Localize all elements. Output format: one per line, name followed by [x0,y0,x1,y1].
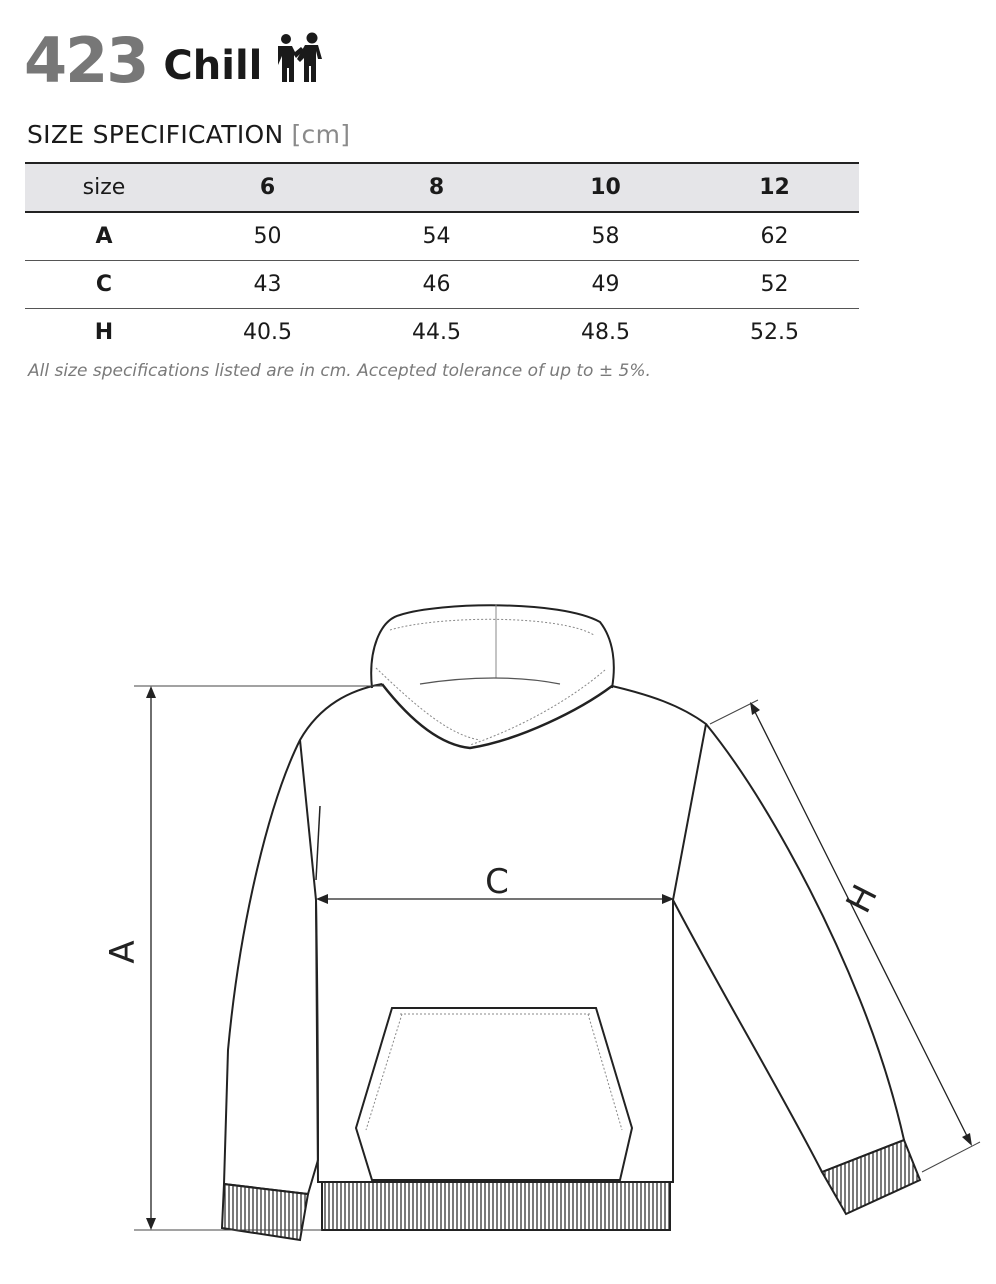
table-cell: 52.5 [750,320,799,345]
left-sleeve [224,740,318,1194]
row-label: H [94,320,114,345]
product-name: Chill [163,43,263,89]
hood-crossover [382,684,612,748]
tolerance-note: All size specifications listed are in cm. Accepted tolerance of up to ± 5%. [28,361,651,381]
spec-title-text: SIZE SPECIFICATION [27,120,284,149]
table-row [25,309,859,357]
product-header [24,22,322,97]
column-header: 12 [690,163,859,212]
dimension-h-line [752,706,970,1142]
label-a: A [103,940,143,964]
product-code: 423 [24,24,148,97]
right-cuff [822,1140,920,1214]
table-cell: 50 [183,212,352,261]
table-cell: 44.5 [412,320,461,345]
table-cell: 62 [690,212,859,261]
label-h: H [838,878,886,920]
column-header: size [25,163,183,212]
spec-unit: [cm] [291,120,351,149]
hoodie-body [300,684,706,1182]
table-row [25,261,859,309]
table-cell: 48.5 [581,320,630,345]
table-header-row [25,163,859,212]
table-cell: 49 [521,261,690,309]
table-cell: 43 [183,261,352,309]
right-sleeve [673,724,904,1172]
hem-rib [322,1182,670,1230]
kangaroo-pocket [356,1008,632,1180]
table-cell: 40.5 [243,320,292,345]
table-row [25,212,859,261]
column-header: 6 [183,163,352,212]
kids-icon [276,32,322,92]
table-cell: 54 [352,212,521,261]
row-label: A [25,212,183,261]
size-table [25,162,859,356]
hood-outline [371,605,614,688]
hoodie-diagram [100,590,990,1250]
left-cuff [222,1184,308,1240]
column-header: 10 [521,163,690,212]
table-cell: 58 [521,212,690,261]
column-header: 8 [352,163,521,212]
table-cell: 52 [690,261,859,309]
spec-title [27,120,350,149]
row-label: C [25,261,183,309]
label-c: C [485,862,509,902]
table-cell: 46 [352,261,521,309]
